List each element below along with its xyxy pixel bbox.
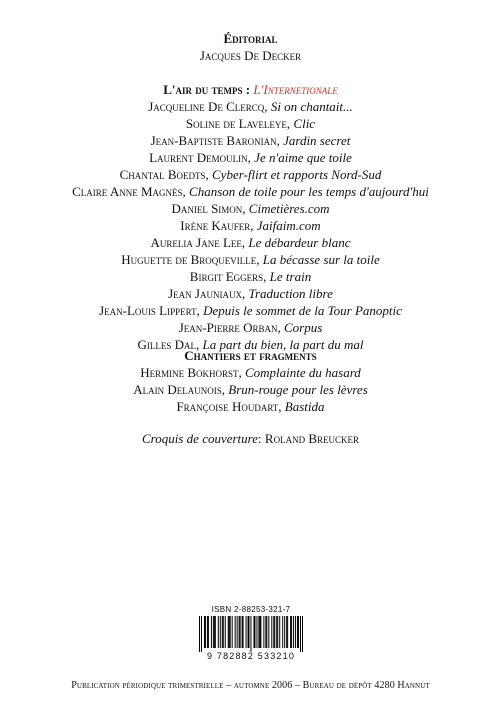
barcode-bar [302,616,303,652]
entry-author: Jacqueline De Clercq, [148,99,268,114]
barcode-bar [293,616,294,648]
entry-title: Jaifaim.com [256,218,321,233]
isbn-label: ISBN 2-88253-321-7 [211,605,291,614]
barcode-bar [298,616,299,648]
barcode-bar [208,616,209,648]
barcode-bar [295,616,296,648]
ean-number: 9 782882 533210 [206,651,296,661]
entry-title: Le train [269,269,312,284]
croquis-separator: : [258,431,262,446]
barcode-bar [246,616,247,648]
entry-author: Jean Jauniaux, [168,286,246,301]
entry-title: La part du bien, la part du mal [202,337,364,352]
air-du-temps-heading-line [0,81,501,98]
barcode-bar [253,616,254,648]
air-du-temps-heading: L'air du temps : [163,82,251,97]
entry-author: Aurelia Jane Lee, [150,235,246,250]
toc-entry [0,217,501,234]
barcode-bar [277,616,278,648]
entry-author: Soline de Laveleye, [185,116,291,131]
barcode-bar [232,616,233,648]
entry-title: Clic [293,116,316,131]
entry-title: Je n'aime que toile [254,150,352,165]
toc-entry [0,166,501,183]
barcode-bar [223,616,224,648]
toc-entry [0,398,501,415]
entry-author: Jean-Pierre Orban, [178,320,281,335]
barcode-bar [213,616,214,648]
barcode-bar [259,616,260,648]
chantiers-section [0,347,501,415]
croquis-label: Croquis de couverture [142,431,259,446]
barcode-bar [214,616,215,648]
entry-title: Jardin secret [283,133,351,148]
entry-title: Si on chantait... [270,99,353,114]
croquis-artist: Roland Breucker [264,431,359,446]
barcode-bar [201,616,202,652]
editorial-section [0,30,501,64]
entry-title: Cimetières.com [248,201,330,216]
barcode-bar [276,616,277,648]
barcode-bar [290,616,291,648]
toc-entry [0,200,501,217]
barcode-bar [251,616,252,652]
barcode-bar [240,616,241,648]
entry-author: Claire Anne Magnès, [72,184,186,199]
entry-author: Daniel Simon, [171,201,246,216]
chantiers-heading: Chantiers et fragments [184,348,317,363]
barcode-bar [286,616,287,648]
entry-author: Huguette de Broqueville, [121,252,260,267]
barcode-bar [243,616,244,648]
barcode-bar [291,616,292,648]
editorial-heading: Éditorial [223,31,278,46]
publication-footer: Publication périodique trimestrielle – automne 2006 – Bureau de dépôt 4280 Hannut [71,680,430,691]
entry-author: Irène Kaufer, [180,218,254,233]
barcode-bar [279,616,280,648]
barcode-bar [229,616,230,648]
barcode-bar [284,616,285,648]
barcode-bar [266,616,267,648]
barcode-bar [235,616,236,648]
barcode-bar [230,616,231,648]
air-du-temps-subtitle: L'Internetionale [253,82,338,97]
air-du-temps-section [0,81,501,353]
barcode-bar [199,616,200,652]
barcode-bar [205,616,206,648]
toc-entry [0,132,501,149]
toc-entry [0,149,501,166]
barcode-bar [300,616,301,652]
toc-entry [0,115,501,132]
croquis-line [0,430,501,447]
toc-entry [0,319,501,336]
barcode-bar [265,616,266,648]
entry-author: Gilles Dal, [137,337,200,352]
barcode-bars [199,616,303,652]
barcode-bar [220,616,221,648]
barcode-bar [254,616,255,648]
barcode-bar [204,616,205,648]
toc-entry [0,234,501,251]
barcode-bar [258,616,259,648]
barcode-bar [268,616,269,648]
barcode-bar [225,616,226,648]
barcode-bar [256,616,257,648]
entry-author: Birgit Eggers, [189,269,267,284]
barcode-bar [207,616,208,648]
toc-entry [0,364,501,381]
entry-title: Chanson de toile pour les temps d'aujourd'hui [189,184,429,199]
entry-author: Jean-Louis Lippert, [99,303,200,318]
toc-entry [0,285,501,302]
entry-title: La bécasse sur la toile [262,252,380,267]
barcode-bar [274,616,275,648]
barcode-bar [263,616,264,648]
barcode-bar [249,616,250,648]
entry-title: Depuis le sommet de la Tour Panoptic [203,303,402,318]
entry-author: Chantal Boedts, [119,167,209,182]
barcode-bar [260,616,261,648]
entry-title: Le débardeur blanc [248,235,351,250]
barcode-bar [248,616,249,648]
entry-title: Complainte du hasard [245,365,361,380]
barcode-bar [282,616,283,648]
barcode-bar [218,616,219,648]
toc-entry [0,302,501,319]
entry-author: Françoise Houdart, [176,399,282,414]
editorial-author: Jacques De Decker [199,48,302,63]
toc-entry [0,251,501,268]
croquis-credit [0,430,501,447]
toc-entry [0,268,501,285]
chantiers-list [0,364,501,415]
barcode-bar [215,616,216,648]
entry-title: Cyber-flirt et rapports Nord-Sud [212,167,382,182]
air-du-temps-list [0,98,501,353]
barcode-bar [237,616,238,648]
barcode-bar [222,616,223,648]
entry-title: Corpus [283,320,323,335]
entry-author: Alain Delaunois, [133,382,226,397]
barcode-bar [211,616,212,648]
barcode-bar [242,616,243,648]
barcode [199,605,303,661]
toc-entry [0,381,501,398]
toc-entry [0,98,501,115]
toc-entry [0,183,501,200]
entry-title: Brun-rouge pour les lèvres [228,382,368,397]
entry-title: Traduction libre [248,286,333,301]
entry-author: Jean-Baptiste Baronian, [150,133,280,148]
barcode-bar [287,616,288,648]
barcode-bar [228,616,229,648]
barcode-bar [239,616,240,648]
entry-author: Laurent Demoulin, [149,150,251,165]
barcode-bar [273,616,274,648]
barcode-bar [271,616,272,648]
entry-author: Hermine Bokhorst, [140,365,242,380]
barcode-bar [297,616,298,648]
entry-title: Bastida [284,399,325,414]
